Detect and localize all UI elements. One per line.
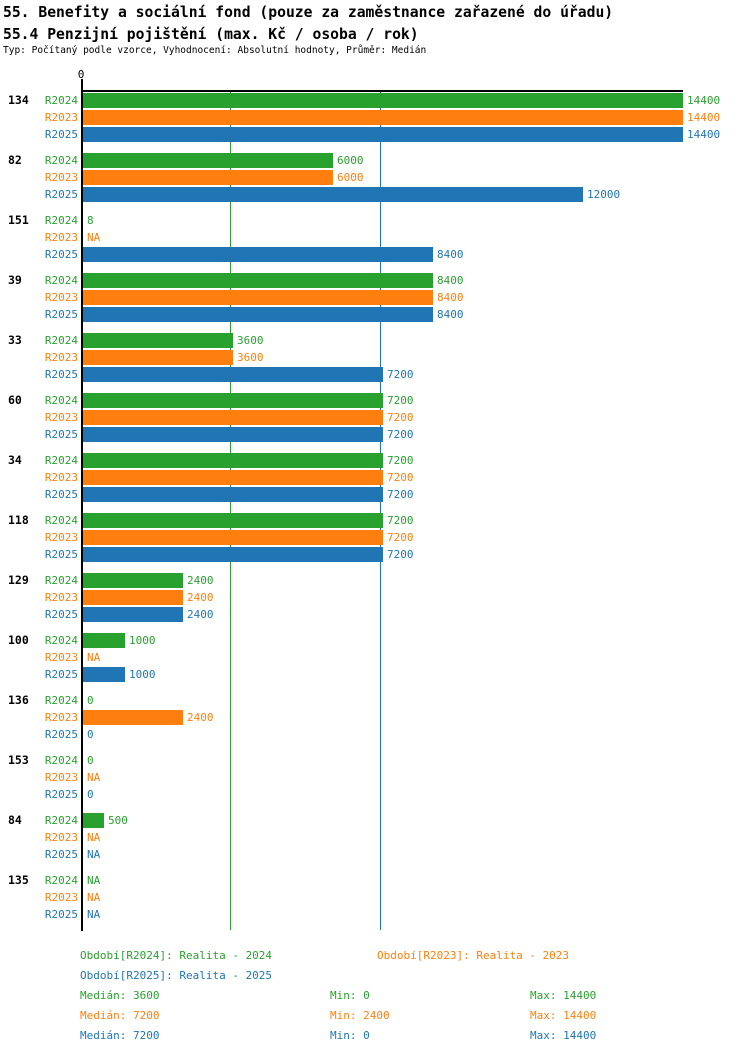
row-label-r2023: R2023 [44,591,78,604]
bar-value-label-r2025: 0 [87,728,94,741]
bar-r2023 [83,410,383,425]
row-label-r2025: R2025 [44,428,78,441]
row-label-r2024: R2024 [44,394,78,407]
bar-value-label-r2025: 7200 [387,428,414,441]
bar-value-label-r2023: 7200 [387,531,414,544]
row-label-r2023: R2023 [44,171,78,184]
group-label: 134 [8,93,29,107]
bar-r2023 [83,110,683,125]
row-label-r2024: R2024 [44,574,78,587]
bar-value-label-r2024: 0 [87,754,94,767]
bar-value-label-r2023: 2400 [187,591,214,604]
chart-meta-line: Typ: Počítaný podle vzorce, Vyhodnocení: Absolutní hodnoty, Průměr: Medián [3,45,427,56]
row-label-r2025: R2025 [44,668,78,681]
bar-r2025 [83,667,125,682]
row-label-r2023: R2023 [44,831,78,844]
row-label-r2023: R2023 [44,771,78,784]
bar-value-label-r2024: 0 [87,694,94,707]
group-label: 136 [8,693,29,707]
bar-r2025 [83,487,383,502]
bar-value-label-r2023: NA [87,831,101,844]
bar-r2023 [83,530,383,545]
row-label-r2025: R2025 [44,608,78,621]
axis-zero-label: 0 [77,68,85,81]
legend-item-r2024: Období[R2024]: Realita - 2024 [80,949,273,962]
group-label: 60 [8,393,22,407]
row-label-r2025: R2025 [44,308,78,321]
bar-value-label-r2025: 0 [87,788,94,801]
row-label-r2023: R2023 [44,111,78,124]
row-label-r2024: R2024 [44,754,78,767]
bar-r2023 [83,290,433,305]
bar-r2023 [83,590,183,605]
row-label-r2025: R2025 [44,908,78,921]
stat-min-r2023: Min: 2400 [330,1009,390,1022]
row-label-r2023: R2023 [44,231,78,244]
bar-value-label-r2023: 14400 [687,111,721,124]
bar-r2024 [83,453,383,468]
axis-top-line [81,90,683,92]
bar-r2023 [83,170,333,185]
group-label: 100 [8,633,29,647]
bar-value-label-r2025: 12000 [587,188,621,201]
row-label-r2024: R2024 [44,814,78,827]
median-gridline-r2024 [230,92,231,930]
group-label: 39 [8,273,22,287]
row-label-r2025: R2025 [44,248,78,261]
row-label-r2025: R2025 [44,848,78,861]
bar-value-label-r2024: 3600 [237,334,264,347]
bar-r2025 [83,427,383,442]
bar-value-label-r2023: 3600 [237,351,264,364]
page-title: 55. Benefity a sociální fond (pouze za zaměstnance zařazené do úřadu) [3,4,614,21]
bar-value-label-r2023: 7200 [387,411,414,424]
row-label-r2025: R2025 [44,488,78,501]
row-label-r2025: R2025 [44,728,78,741]
bar-value-label-r2023: 2400 [187,711,214,724]
group-label: 153 [8,753,29,767]
row-label-r2024: R2024 [44,214,78,227]
bar-value-label-r2025: 1000 [129,668,156,681]
row-label-r2023: R2023 [44,651,78,664]
stat-median-r2024: Medián: 3600 [80,989,160,1002]
group-label: 33 [8,333,22,347]
bar-value-label-r2025: 8400 [437,308,464,321]
group-label: 82 [8,153,22,167]
row-label-r2024: R2024 [44,334,78,347]
bar-value-label-r2025: 8400 [437,248,464,261]
bar-value-label-r2024: 6000 [337,154,364,167]
bar-r2025 [83,367,383,382]
group-label: 84 [8,813,22,827]
row-label-r2023: R2023 [44,471,78,484]
bar-r2024 [83,513,383,528]
row-label-r2025: R2025 [44,368,78,381]
bar-value-label-r2024: 7200 [387,394,414,407]
bar-value-label-r2023: 8400 [437,291,464,304]
value-axis-line [81,90,83,931]
row-label-r2024: R2024 [44,634,78,647]
stat-min-r2025: Min: 0 [330,1029,370,1042]
bar-value-label-r2025: NA [87,908,101,921]
row-label-r2023: R2023 [44,711,78,724]
bar-value-label-r2024: 7200 [387,454,414,467]
bar-r2025 [83,127,683,142]
bar-r2023 [83,350,233,365]
row-label-r2023: R2023 [44,351,78,364]
row-label-r2025: R2025 [44,128,78,141]
bar-value-label-r2025: 7200 [387,488,414,501]
bar-r2024 [83,633,125,648]
bar-r2024 [83,573,183,588]
bar-r2024 [83,393,383,408]
bar-value-label-r2023: 6000 [337,171,364,184]
row-label-r2025: R2025 [44,788,78,801]
bar-r2024 [83,93,683,108]
group-label: 34 [8,453,22,467]
bar-r2023 [83,710,183,725]
legend-item-r2025: Období[R2025]: Realita - 2025 [80,969,273,982]
row-label-r2024: R2024 [44,454,78,467]
row-label-r2024: R2024 [44,274,78,287]
bar-value-label-r2024: 14400 [687,94,721,107]
bar-value-label-r2024: 8400 [437,274,464,287]
bar-value-label-r2024: NA [87,874,101,887]
legend-item-r2023: Období[R2023]: Realita - 2023 [377,949,570,962]
row-label-r2024: R2024 [44,514,78,527]
bar-r2024 [83,153,333,168]
stat-min-r2024: Min: 0 [330,989,370,1002]
bar-value-label-r2024: 7200 [387,514,414,527]
bar-value-label-r2025: 7200 [387,368,414,381]
bar-r2025 [83,307,433,322]
row-label-r2024: R2024 [44,694,78,707]
bar-value-label-r2024: 2400 [187,574,214,587]
bar-r2025 [83,187,583,202]
bar-value-label-r2025: 14400 [687,128,721,141]
stat-max-r2025: Max: 14400 [530,1029,597,1042]
bar-r2023 [83,470,383,485]
row-label-r2024: R2024 [44,94,78,107]
bar-value-label-r2023: NA [87,231,101,244]
page-subtitle: 55.4 Penzijní pojištění (max. Kč / osoba / rok) [3,26,419,43]
bar-value-label-r2025: NA [87,848,101,861]
group-label: 129 [8,573,29,587]
bar-value-label-r2024: 8 [87,214,94,227]
bar-r2024 [83,333,233,348]
stat-max-r2024: Max: 14400 [530,989,597,1002]
stat-median-r2023: Medián: 7200 [80,1009,160,1022]
bar-r2024 [83,273,433,288]
median-gridline-r2025 [380,92,381,930]
bar-value-label-r2025: 7200 [387,548,414,561]
row-label-r2023: R2023 [44,291,78,304]
bar-r2025 [83,547,383,562]
row-label-r2025: R2025 [44,548,78,561]
row-label-r2024: R2024 [44,154,78,167]
bar-value-label-r2024: 500 [108,814,128,827]
bar-r2024 [83,813,104,828]
row-label-r2023: R2023 [44,531,78,544]
row-label-r2025: R2025 [44,188,78,201]
bar-value-label-r2023: NA [87,891,101,904]
bar-value-label-r2023: NA [87,651,101,664]
bar-value-label-r2025: 2400 [187,608,214,621]
stat-median-r2025: Medián: 7200 [80,1029,160,1042]
row-label-r2023: R2023 [44,891,78,904]
bar-value-label-r2023: 7200 [387,471,414,484]
group-label: 118 [8,513,29,527]
bar-value-label-r2024: 1000 [129,634,156,647]
bar-value-label-r2023: NA [87,771,101,784]
group-label: 151 [8,213,29,227]
stat-max-r2023: Max: 14400 [530,1009,597,1022]
bar-r2025 [83,607,183,622]
row-label-r2023: R2023 [44,411,78,424]
row-label-r2024: R2024 [44,874,78,887]
bar-r2025 [83,247,433,262]
group-label: 135 [8,873,29,887]
